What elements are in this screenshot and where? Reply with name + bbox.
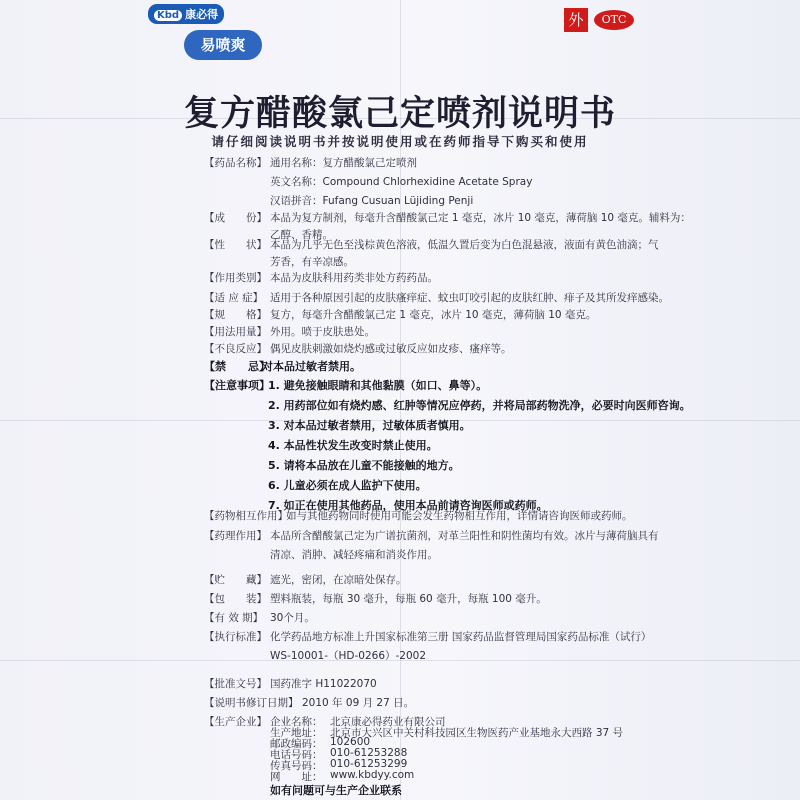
section-label: 【作用类别】	[204, 272, 267, 284]
section-text: 本品为几乎无色至浅棕黄色溶液，低温久置后变为白色混悬液，液面有黄色油滴；气	[270, 239, 659, 251]
section-label: 【药物相互作用】	[204, 510, 288, 522]
manufacturer-field-label: 电话号码：	[270, 749, 323, 761]
caution-item: 5. 请将本品放在儿童不能接触的地方。	[268, 459, 460, 472]
section-text: 本品为皮肤科用药类非处方药药品。	[270, 272, 438, 284]
manufacturer-field-value: 北京康必得药业有限公司	[330, 716, 446, 728]
manufacturer-field-label: 生产地址：	[270, 727, 323, 739]
section-label: 【批准文号】	[204, 678, 267, 690]
section-label: 【适 应 症】	[204, 292, 264, 304]
caution-item: 6. 儿童必须在成人监护下使用。	[268, 479, 427, 492]
section-label: 【禁 忌】	[204, 360, 270, 373]
section-label: 【规 格】	[204, 309, 267, 321]
document-title: 复方醋酸氯己定喷剂说明书	[183, 94, 616, 134]
section-label: 【不良反应】	[204, 343, 267, 355]
manufacturer-field-value: 010-61253288	[330, 747, 408, 759]
section-text: 本品所含醋酸氯己定为广谱抗菌剂，对革兰阳性和阴性菌均有效。冰片与薄荷脑具有	[270, 530, 659, 542]
logo-mark: Kbd	[154, 10, 182, 21]
section-text: 塑料瓶装，每瓶 30 毫升，每瓶 60 毫升，每瓶 100 毫升。	[270, 593, 547, 605]
section-text: 30个月。	[270, 612, 315, 624]
section-text: 适用于各种原因引起的皮肤瘙痒症、蚊虫叮咬引起的皮肤红肿、痱子及其所发痒感染。	[270, 292, 669, 304]
section-label: 【有 效 期】	[204, 612, 264, 624]
manufacturer-contact-note: 如有问题可与生产企业联系	[270, 784, 402, 797]
manufacturer-field-value: 102600	[330, 736, 371, 748]
section-label: 【药品名称】	[204, 157, 267, 169]
document-subtitle: 请仔细阅读说明书并按说明使用或在药师指导下购买和使用	[211, 134, 589, 149]
section-text: 复方，每毫升含醋酸氯己定 1 毫克，冰片 10 毫克，薄荷脑 10 毫克。	[270, 309, 597, 321]
brand-badge: 易喷爽	[184, 30, 262, 60]
section-text: 遮光，密闭，在凉暗处保存。	[270, 574, 407, 586]
otc-mark: OTC	[594, 10, 634, 30]
section-text: 汉语拼音：Fufang Cusuan Lüjiding Penji	[270, 195, 474, 207]
section-label: 【药理作用】	[204, 530, 267, 542]
section-text: 化学药品地方标准上升国家标准第三册 国家药品监督管理局国家药品标准（试行）	[270, 631, 652, 643]
section-text: 2010 年 09 月 27 日。	[302, 697, 415, 709]
section-text: 国药准字 H11022070	[270, 678, 377, 690]
section-label: 【成 份】	[204, 212, 267, 224]
section-label: 【注意事项】	[204, 379, 270, 392]
section-text: WS-10001-（HD-0266）-2002	[270, 650, 427, 662]
section-text: 如与其他药物同时使用可能会发生药物相互作用，详情请咨询医师或药师。	[286, 510, 633, 522]
section-text: 英文名称：Compound Chlorhexidine Acetate Spray	[270, 176, 533, 188]
section-text: 芳香，有辛凉感。	[270, 256, 354, 268]
section-text: 清凉、消肿、减轻疼痛和消炎作用。	[270, 549, 438, 561]
manufacturer-field-value: www.kbdyy.com	[330, 769, 415, 781]
manufacturer-field-value: 010-61253299	[330, 758, 408, 770]
section-label: 【用法用量】	[204, 326, 267, 338]
company-logo	[148, 4, 224, 24]
manufacturer-field-label: 邮政编码：	[270, 738, 323, 750]
section-label: 【执行标准】	[204, 631, 267, 643]
caution-item: 4. 本品性状发生改变时禁止使用。	[268, 439, 438, 452]
manufacturer-field-label: 传真号码：	[270, 760, 323, 772]
section-text: 通用名称：复方醋酸氯己定喷剂	[270, 157, 417, 169]
section-text: 乙醇、香精。	[270, 229, 333, 241]
caution-item: 7. 如正在使用其他药品，使用本品前请咨询医师或药师。	[268, 499, 548, 512]
section-label: 【生产企业】	[204, 716, 267, 728]
section-text: 本品为复方制剂，每毫升含醋酸氯己定 1 毫克，冰片 10 毫克，薄荷脑 10 毫克。辅料为：	[270, 212, 691, 224]
manufacturer-field-value: 北京市大兴区中关村科技园区生物医药产业基地永大西路 37 号	[330, 727, 624, 739]
section-text: 对本品过敏者禁用。	[262, 360, 361, 373]
section-label: 【包 装】	[204, 593, 267, 605]
caution-item: 3. 对本品过敏者禁用，过敏体质者慎用。	[268, 419, 471, 432]
section-label: 【贮 藏】	[204, 574, 267, 586]
section-label: 【说明书修订日期】	[204, 697, 299, 709]
section-text: 外用。喷于皮肤患处。	[270, 326, 375, 338]
external-use-mark: 外	[564, 8, 588, 32]
caution-item: 1. 避免接触眼睛和其他黏膜（如口、鼻等）。	[268, 379, 488, 392]
section-label: 【性 状】	[204, 239, 267, 251]
manufacturer-field-label: 企业名称：	[270, 716, 323, 728]
caution-item: 2. 用药部位如有烧灼感、红肿等情况应停药，并将局部药物洗净，必要时向医师咨询。	[268, 399, 691, 412]
section-text: 偶见皮肤刺激如烧灼感或过敏反应如皮疹、瘙痒等。	[270, 343, 512, 355]
manufacturer-field-label: 网 址：	[270, 771, 323, 783]
logo-text: 康必得	[185, 8, 219, 21]
